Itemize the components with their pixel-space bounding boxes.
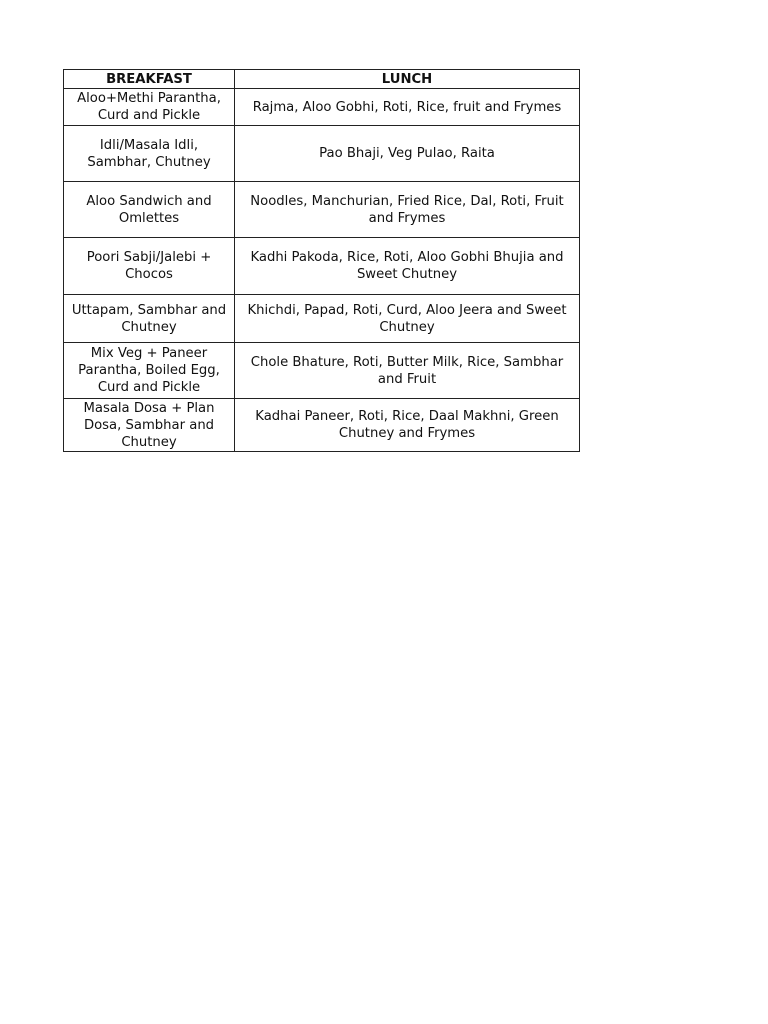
lunch-cell: Noodles, Manchurian, Fried Rice, Dal, Roti, Fruit and Frymes [235, 182, 580, 238]
breakfast-cell: Aloo Sandwich and Omlettes [64, 182, 235, 238]
table-row [64, 126, 580, 182]
lunch-cell: Kadhai Paneer, Roti, Rice, Daal Makhni, Green Chutney and Frymes [235, 399, 580, 452]
lunch-cell: Khichdi, Papad, Roti, Curd, Aloo Jeera and Sweet Chutney [235, 295, 580, 343]
lunch-cell: Rajma, Aloo Gobhi, Roti, Rice, fruit and Frymes [235, 89, 580, 126]
table-row [64, 182, 580, 238]
breakfast-cell: Aloo+Methi Parantha, Curd and Pickle [64, 89, 235, 126]
table-row [64, 295, 580, 343]
table-row [64, 89, 580, 126]
breakfast-cell: Masala Dosa + Plan Dosa, Sambhar and Chutney [64, 399, 235, 452]
breakfast-cell: Idli/Masala Idli, Sambhar, Chutney [64, 126, 235, 182]
breakfast-cell: Uttapam, Sambhar and Chutney [64, 295, 235, 343]
breakfast-cell: Poori Sabji/Jalebi + Chocos [64, 238, 235, 295]
lunch-cell: Kadhi Pakoda, Rice, Roti, Aloo Gobhi Bhujia and Sweet Chutney [235, 238, 580, 295]
table-row [64, 343, 580, 399]
table-row [64, 238, 580, 295]
menu-table [63, 69, 580, 452]
lunch-header: LUNCH [235, 70, 580, 89]
lunch-cell: Pao Bhaji, Veg Pulao, Raita [235, 126, 580, 182]
breakfast-header: BREAKFAST [64, 70, 235, 89]
breakfast-cell: Mix Veg + Paneer Parantha, Boiled Egg, Curd and Pickle [64, 343, 235, 399]
header-row [64, 70, 580, 89]
lunch-cell: Chole Bhature, Roti, Butter Milk, Rice, Sambhar and Fruit [235, 343, 580, 399]
table-row [64, 399, 580, 452]
